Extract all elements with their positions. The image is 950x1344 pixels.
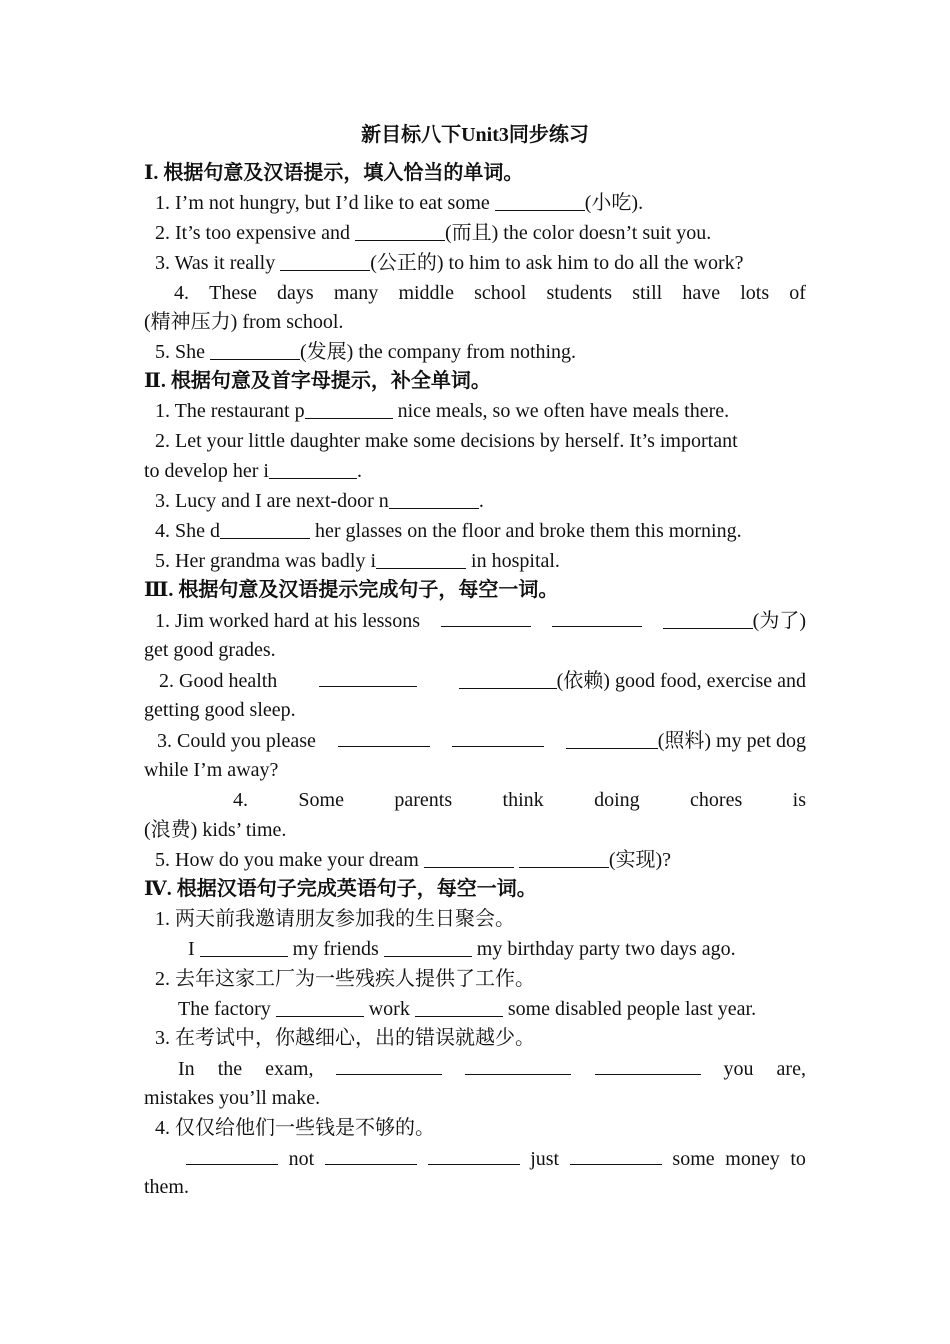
s4-q1-text-c: my birthday party two days ago.	[471, 938, 736, 960]
s2-q2-line-1: 2. Let your little daughter make some decisions by herself. It’s important	[155, 430, 738, 452]
s4-q4-word: not	[288, 1148, 315, 1170]
s4-q2-text-c: some disabled people last year.	[502, 998, 757, 1020]
s1-q1-text-a: 1. I’m not hungry, but I’d like to eat some	[155, 192, 495, 214]
s4-q4-english	[144, 1144, 806, 1175]
s2-question-3	[144, 487, 817, 517]
s4-q3-chinese: 3. 在考试中，你越细心，出的错误就越少。	[155, 1027, 535, 1049]
s2-q1-text-b: nice meals, so we often have meals there.	[392, 400, 730, 422]
answer-blank[interactable]	[210, 339, 300, 360]
answer-blank[interactable]	[663, 608, 753, 629]
s1-q5-text-a: 5. She	[155, 341, 210, 363]
answer-blank[interactable]	[355, 220, 445, 241]
section-3-heading: Ⅲ. 根据句意及汉语提示完成句子，每空一词。	[144, 579, 559, 601]
s3-question-2	[144, 666, 806, 697]
answer-blank[interactable]	[186, 1144, 278, 1165]
s1-question-2	[144, 219, 817, 249]
s4-q2-text-b: work	[363, 998, 415, 1020]
section-1-heading: Ⅰ. 根据句意及汉语提示，填入恰当的单词。	[144, 162, 524, 184]
s3-q3-tail	[566, 727, 806, 757]
s4-q4-word: to	[790, 1148, 806, 1170]
answer-blank[interactable]	[552, 606, 642, 627]
s1-q2-text-a: 2. It’s too expensive and	[155, 222, 355, 244]
answer-blank[interactable]	[338, 726, 430, 747]
s2-question-4	[144, 517, 817, 547]
answer-blank[interactable]	[276, 996, 364, 1017]
s4-q3-word: are,	[776, 1058, 806, 1080]
answer-blank[interactable]	[519, 847, 609, 868]
answer-blank[interactable]	[452, 726, 544, 747]
s4-q3-word: the	[217, 1058, 243, 1080]
answer-blank[interactable]	[566, 728, 658, 749]
s1-question-4	[144, 279, 806, 309]
s1-q4-word: 4.	[174, 282, 189, 304]
s4-q2-chinese: 2. 去年这家工厂为一些残疾人提供了工作。	[155, 968, 535, 990]
answer-blank[interactable]	[376, 548, 466, 569]
s4-q3-word: exam,	[265, 1058, 314, 1080]
answer-blank[interactable]	[428, 1144, 520, 1165]
s2-q3-text-b: .	[478, 490, 484, 512]
s1-q4-word: middle	[398, 282, 454, 304]
s3-q2-text-a: 2. Good health	[159, 670, 278, 692]
answer-blank[interactable]	[325, 1144, 417, 1165]
s1-q3-text-a: 3. Was it really	[155, 252, 281, 274]
s3-q4-word: parents	[394, 789, 453, 811]
answer-blank[interactable]	[570, 1144, 662, 1165]
s4-q4-word: just	[530, 1148, 560, 1170]
answer-blank[interactable]	[424, 847, 514, 868]
s3-q1-tail	[663, 607, 806, 637]
s3-q1-text-a: 1. Jim worked hard at his lessons	[155, 610, 420, 632]
s3-q4-word: think	[502, 789, 544, 811]
s4-q1-english	[144, 935, 850, 965]
s2-q4-text-a: 4. She d	[155, 520, 220, 542]
s3-question-1	[144, 606, 806, 637]
page-title: 新目标八下Unit3同步练习	[361, 124, 589, 146]
answer-blank[interactable]	[459, 668, 557, 689]
s3-q4-word: is	[792, 789, 806, 811]
answer-blank[interactable]	[415, 996, 503, 1017]
s1-q5-text-b: (发展) the company from nothing.	[300, 341, 577, 363]
s3-question-5	[144, 846, 817, 876]
s4-q3-word: you	[723, 1058, 754, 1080]
s3-q5-text-a: 5. How do you make your dream	[155, 849, 424, 871]
section-2-heading: Ⅱ. 根据句意及首字母提示，补全单词。	[144, 370, 491, 392]
s3-q3-text-a: 3. Could you please	[157, 730, 316, 752]
s3-q2-text-b: (依赖) good food, exercise and	[556, 670, 806, 692]
s3-question-3	[144, 726, 806, 757]
s1-question-3	[144, 249, 817, 279]
s2-q4-text-b: her glasses on the floor and broke them this morning.	[310, 520, 742, 542]
s1-q4-line-2: (精神压力) from school.	[144, 311, 344, 333]
s1-q4-word: have	[682, 282, 721, 304]
s1-q4-word: school	[474, 282, 527, 304]
s4-q1-chinese: 1. 两天前我邀请朋友参加我的生日聚会。	[155, 908, 515, 930]
answer-blank[interactable]	[280, 250, 370, 271]
s2-q1-text-a: 1. The restaurant p	[155, 400, 305, 422]
s3-q1-text-b: (为了)	[752, 610, 806, 632]
s2-question-1	[144, 397, 817, 427]
s1-q3-text-b: (公正的) to him to ask him to do all the work?	[370, 252, 744, 274]
s2-q2-line-2	[144, 457, 806, 487]
section-4-heading: Ⅳ. 根据汉语句子完成英语句子，每空一词。	[144, 878, 537, 900]
s4-q1-text-a: I	[188, 938, 200, 960]
s2-q2-text-b: .	[356, 460, 362, 482]
s3-q2-line-2: getting good sleep.	[144, 699, 296, 721]
answer-blank[interactable]	[220, 518, 310, 539]
s3-q4-word: chores	[690, 789, 743, 811]
answer-blank[interactable]	[465, 1054, 571, 1075]
s4-q4-chinese: 4. 仅仅给他们一些钱是不够的。	[155, 1117, 435, 1139]
answer-blank[interactable]	[384, 936, 472, 957]
s3-q3-line-2: while I’m away?	[144, 759, 279, 781]
s3-q4-word: 4.	[233, 789, 248, 811]
answer-blank[interactable]	[305, 398, 393, 419]
s3-q5-text-b: (实现)?	[608, 849, 672, 871]
s1-q4-word: These	[209, 282, 257, 304]
s1-q2-text-b: (而且) the color doesn’t suit you.	[444, 222, 712, 244]
s4-q1-text-b: my friends	[287, 938, 384, 960]
s3-q3-text-b: (照料) my pet dog	[657, 730, 806, 752]
s1-q1-text-b: (小吃).	[584, 192, 644, 214]
s2-question-5	[144, 547, 817, 577]
s3-q4-line-2: (浪费) kids’ time.	[144, 819, 287, 841]
s3-question-4	[144, 786, 806, 816]
s2-q5-text-a: 5. Her grandma was badly i	[155, 550, 377, 572]
answer-blank[interactable]	[269, 458, 357, 479]
answer-blank[interactable]	[389, 488, 479, 509]
s1-q4-word: of	[789, 282, 806, 304]
s2-q2-text-a: to develop her i	[144, 460, 269, 482]
s3-q4-word: Some	[298, 789, 344, 811]
s4-q3-english	[144, 1054, 806, 1085]
s1-q4-word: days	[277, 282, 314, 304]
s1-q4-word: many	[333, 282, 379, 304]
s4-q3-line-2: mistakes you’ll make.	[144, 1087, 321, 1109]
s1-q4-word: lots	[740, 282, 770, 304]
s4-q4-word: money	[725, 1148, 780, 1170]
answer-blank[interactable]	[441, 606, 531, 627]
s1-q4-word: students	[546, 282, 613, 304]
s1-question-5	[144, 338, 817, 368]
s1-question-1	[144, 189, 817, 219]
answer-blank[interactable]	[595, 1054, 701, 1075]
s4-q3-word: In	[178, 1058, 195, 1080]
answer-blank[interactable]	[200, 936, 288, 957]
s1-q4-word: still	[632, 282, 663, 304]
s3-q1-line-2: get good grades.	[144, 639, 276, 661]
s3-q2-tail	[459, 667, 806, 697]
s4-q4-word: some	[672, 1148, 715, 1170]
s3-q4-word: doing	[594, 789, 640, 811]
answer-blank[interactable]	[319, 666, 417, 687]
s4-q2-text-a: The factory	[178, 998, 276, 1020]
s4-q2-english	[144, 995, 840, 1025]
s4-q4-line-2: them.	[144, 1176, 189, 1198]
answer-blank[interactable]	[336, 1054, 442, 1075]
s2-q3-text-a: 3. Lucy and I are next-door n	[155, 490, 389, 512]
answer-blank[interactable]	[495, 190, 585, 211]
s2-q5-text-b: in hospital.	[466, 550, 560, 572]
